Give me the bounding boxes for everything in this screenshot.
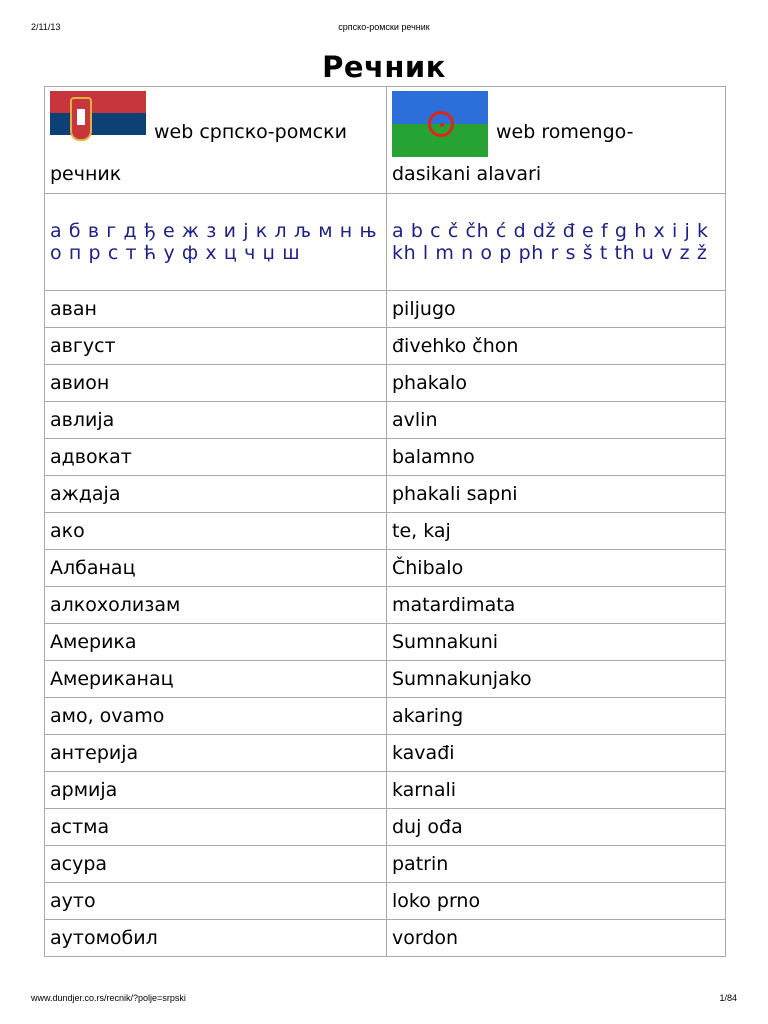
romani-word: phakali sapni: [387, 476, 726, 513]
table-row: [45, 328, 726, 365]
romani-word: avlin: [387, 402, 726, 439]
romani-flag-icon: [392, 91, 488, 157]
table-row: [45, 920, 726, 957]
table-row: [45, 402, 726, 439]
serbian-word: авион: [45, 365, 387, 402]
table-row: [45, 698, 726, 735]
table-row: [45, 772, 726, 809]
serbian-alphabet[interactable]: а б в г д ђ е ж з и ј к л љ м н њ о п р с т ћ у ф х ц ч џ ш: [45, 194, 387, 291]
print-page-title: српско-ромски речник: [338, 22, 430, 32]
romani-word: vordon: [387, 920, 726, 957]
table-row: [45, 476, 726, 513]
serbian-word: аутомобил: [45, 920, 387, 957]
romani-header-label[interactable]: web romengo-: [496, 121, 634, 143]
print-page-number: 1/84: [719, 993, 737, 1003]
table-row: [45, 735, 726, 772]
serbia-flag-icon: [50, 91, 146, 157]
serbian-word: ауто: [45, 883, 387, 920]
serbian-word: армија: [45, 772, 387, 809]
romani-word: patrin: [387, 846, 726, 883]
serbian-word: алкохолизам: [45, 587, 387, 624]
serbian-header-cell: [45, 87, 387, 194]
serbian-word: Албанац: [45, 550, 387, 587]
print-date: 2/11/13: [31, 22, 61, 32]
table-row: [45, 550, 726, 587]
dictionary-table: [44, 86, 726, 957]
romani-word: kavađi: [387, 735, 726, 772]
romani-word: balamno: [387, 439, 726, 476]
romani-word: matardimata: [387, 587, 726, 624]
romani-word: piljugo: [387, 291, 726, 328]
romani-word: duj ođa: [387, 809, 726, 846]
romani-word: Sumnakunjako: [387, 661, 726, 698]
serbian-word: адвокат: [45, 439, 387, 476]
romani-word: Čhibalo: [387, 550, 726, 587]
serbian-header-label[interactable]: web српско-ромски: [154, 121, 347, 143]
serbian-header-label-cont[interactable]: речник: [50, 163, 122, 185]
table-row: [45, 439, 726, 476]
serbian-word: амо, ovamo: [45, 698, 387, 735]
alphabet-row: [45, 194, 726, 291]
serbian-word: асура: [45, 846, 387, 883]
serbian-word: авлија: [45, 402, 387, 439]
table-row: [45, 624, 726, 661]
document-title: Речник: [322, 50, 446, 84]
romani-header-label-cont[interactable]: dasikani alavari: [392, 163, 542, 185]
romani-word: phakalo: [387, 365, 726, 402]
table-row: [45, 587, 726, 624]
serbian-word: ако: [45, 513, 387, 550]
serbian-word: август: [45, 328, 387, 365]
romani-word: akaring: [387, 698, 726, 735]
table-row: [45, 809, 726, 846]
romani-word: đivehko čhon: [387, 328, 726, 365]
serbian-word: аван: [45, 291, 387, 328]
romani-word: te, kaj: [387, 513, 726, 550]
header-row: [45, 87, 726, 194]
table-row: [45, 513, 726, 550]
serbian-word: астма: [45, 809, 387, 846]
serbian-word: антерија: [45, 735, 387, 772]
table-row: [45, 846, 726, 883]
serbian-word: аждаја: [45, 476, 387, 513]
table-row: [45, 883, 726, 920]
table-row: [45, 291, 726, 328]
romani-word: karnali: [387, 772, 726, 809]
serbian-word: Америка: [45, 624, 387, 661]
romani-word: Sumnakuni: [387, 624, 726, 661]
serbian-word: Американац: [45, 661, 387, 698]
table-row: [45, 365, 726, 402]
romani-word: loko prno: [387, 883, 726, 920]
romani-alphabet[interactable]: a b c č čh ć d dž đ e f g h x i j k kh l m n o p ph r s š t th u v z ž: [387, 194, 726, 291]
romani-header-cell: [387, 87, 726, 194]
table-row: [45, 661, 726, 698]
print-url: www.dundjer.co.rs/recnik/?polje=srpski: [31, 993, 186, 1003]
